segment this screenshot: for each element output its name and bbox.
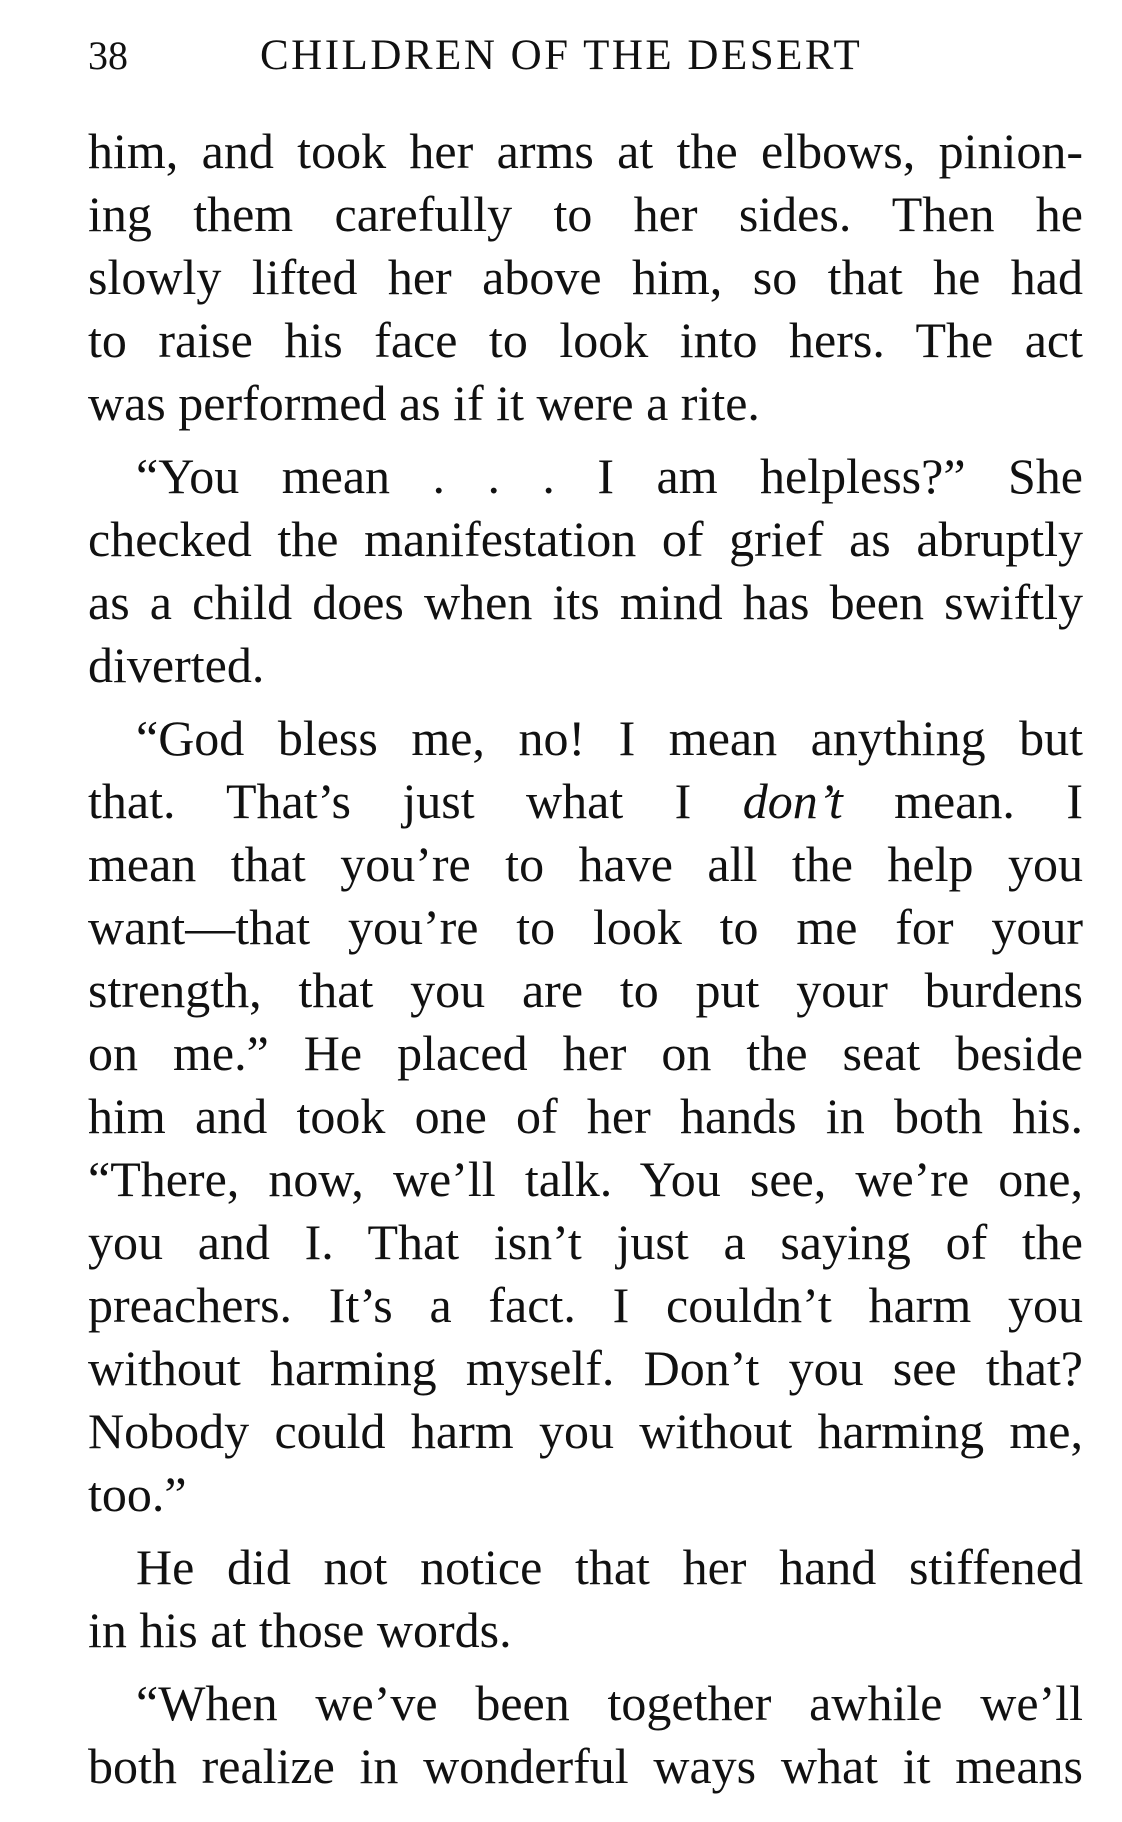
text-line: “God bless me, no! I mean anything but [136,710,1083,766]
text-line: Nobody could harm you without harming me, [88,1403,1083,1459]
text-line: him and took one of her hands in both his. [88,1088,1083,1144]
text-run: mean. I [842,773,1083,829]
text-line: “When we’ve been together awhile we’ll [136,1675,1083,1731]
text-line: without harming myself. Don’t you see that? [88,1340,1083,1396]
italic-emphasis: don’t [742,773,843,829]
text-line: “You mean . . . I am helpless?” She [136,448,1083,504]
text-line: checked the manifestation of grief as abruptly [88,511,1083,567]
text-line [88,770,1083,833]
body-text [88,120,1083,1798]
text-line: He did not notice that her hand stiffened [136,1539,1083,1595]
text-line: diverted. [88,637,265,693]
text-line: strength, that you are to put your burdens [88,962,1083,1018]
text-line: in his at those words. [88,1602,512,1658]
text-line: to raise his face to look into hers. The act [88,312,1083,368]
text-line: slowly lifted her above him, so that he had [88,249,1083,305]
text-line: ing them carefully to her sides. Then he [88,186,1083,242]
text-line: want—that you’re to look to me for your [88,899,1083,955]
text-line: “There, now, we’ll talk. You see, we’re one, [88,1151,1083,1207]
text-line: was performed as if it were a rite. [88,375,760,431]
text-line: you and I. That isn’t just a saying of the [88,1214,1083,1270]
text-line: preachers. It’s a fact. I couldn’t harm you [88,1277,1083,1333]
text-line: him, and took her arms at the elbows, pinion- [88,123,1083,179]
text-line: too.” [88,1466,187,1522]
text-run: that. That’s just what I [88,773,743,829]
text-line: both realize in wonderful ways what it means [88,1738,1083,1794]
text-line: as a child does when its mind has been swiftly [88,574,1083,630]
text-line: mean that you’re to have all the help you [88,836,1083,892]
page-number: 38 [88,33,128,78]
book-title: CHILDREN OF THE DESERT [260,32,863,79]
text-line: on me.” He placed her on the seat beside [88,1025,1083,1081]
running-head [88,30,1083,82]
